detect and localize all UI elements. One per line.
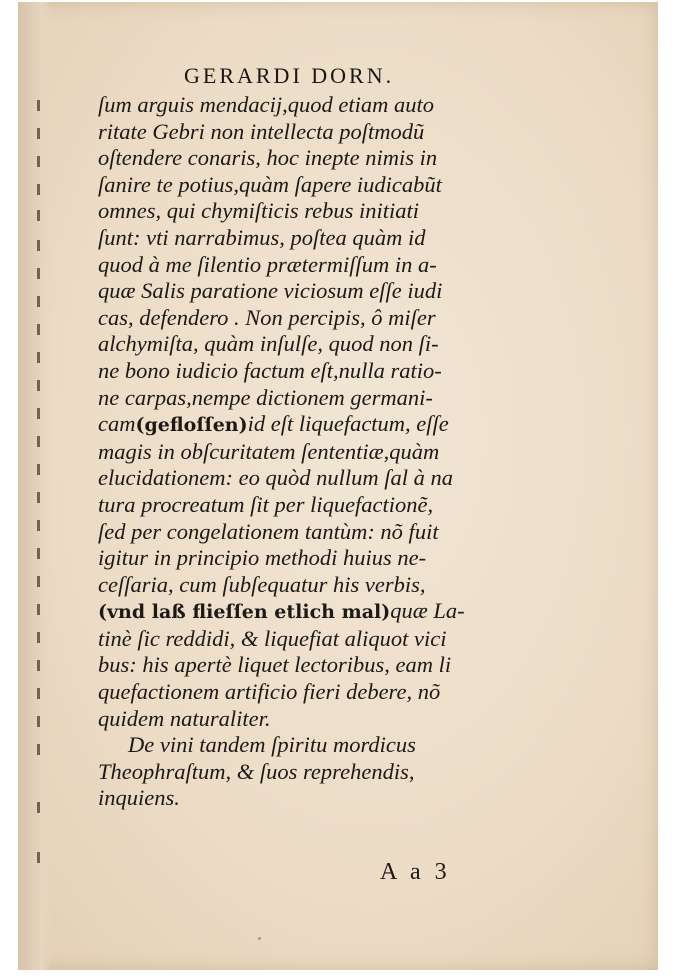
text-line: tinè ſic reddidi, & liquefiat aliquot vici <box>98 625 447 651</box>
gutter-mark <box>37 268 40 279</box>
text-segment: id eſt liquefactum, eſſe <box>247 411 449 437</box>
text-line: ſum arguis mendacij,quod etiam auto <box>98 92 435 117</box>
gutter-mark <box>37 576 40 587</box>
text-line: ſanire te potius,quàm ſapere iudicabũt <box>98 171 442 197</box>
gutter-mark <box>37 660 40 671</box>
gutter-mark <box>37 802 40 813</box>
text-line: elucidationem: eo quòd nullum ſal à na <box>98 465 453 491</box>
german-blackletter-phrase: (gefloſſen) <box>135 414 248 437</box>
gutter-mark <box>37 352 40 363</box>
text-segment: quæ La- <box>390 598 465 624</box>
gutter-mark <box>37 688 40 699</box>
text-line: De vini tandem ſpiritu mordicus <box>128 732 416 758</box>
signature-mark: A a 3 <box>380 859 451 885</box>
gutter-mark <box>37 632 40 643</box>
book-page <box>18 2 658 970</box>
text-line: magis in obſcuritatem ſententiæ,quàm <box>98 438 440 464</box>
gutter-mark <box>37 324 40 335</box>
text-line <box>98 598 528 626</box>
text-line: ceſſaria, cum ſubſequatur his verbis, <box>98 571 426 597</box>
text-line: Theophraſtum, & ſuos reprehendis, <box>98 758 415 784</box>
gutter-mark <box>37 716 40 727</box>
text-line: quod à me ſilentio prætermiſſum in a- <box>98 251 437 277</box>
running-head: GERARDI DORN. <box>184 63 395 88</box>
gutter-mark <box>37 184 40 195</box>
gutter-mark <box>37 156 40 167</box>
text-body <box>98 92 528 812</box>
text-line: inquiens. <box>98 785 180 811</box>
text-line: alchymiſta, quàm inſulſe, quod non ſi- <box>98 331 439 357</box>
gutter-mark <box>37 492 40 503</box>
text-line: igitur in principio methodi huius ne- <box>98 545 427 571</box>
gutter-mark <box>37 852 40 863</box>
paper-speck <box>258 937 261 940</box>
text-line: ſed per congelationem tantùm: nõ fuit <box>98 518 439 544</box>
text-line: quidem naturaliter. <box>98 705 271 731</box>
gutter-mark <box>37 128 40 139</box>
gutter-mark <box>37 408 40 419</box>
text-line: oſtendere conaris, hoc inepte nimis in <box>98 145 438 171</box>
text-line: ritate Gebri non intellecta poſtmodũ <box>98 118 425 144</box>
text-line: ne bono iudicio factum eſt,nulla ratio- <box>98 357 442 383</box>
gutter-mark <box>37 380 40 391</box>
text-line <box>98 411 528 439</box>
text-line: quæ Salis paratione viciosum eſſe iudi <box>98 278 443 304</box>
text-line: ne carpas,nempe dictionem germani- <box>98 384 433 410</box>
text-line: quefactionem artificio fieri debere, nõ <box>98 679 441 705</box>
text-line: ſunt: vti narrabimus, poſtea quàm id <box>98 224 426 250</box>
text-line: bus: his apertè liquet lectoribus, eam li <box>98 652 452 678</box>
gutter-mark <box>37 100 40 111</box>
gutter-mark <box>37 744 40 755</box>
gutter-mark <box>37 464 40 475</box>
gutter-mark <box>37 604 40 615</box>
text-line: tura procreatum ſit per liquefactionẽ, <box>98 491 434 517</box>
german-blackletter-phrase: (vnd laß flieſſen etlich mal) <box>98 601 391 624</box>
binding-gutter <box>18 2 52 970</box>
gutter-mark <box>37 548 40 559</box>
text-line: cas, defendero . Non percipis, ô miſer <box>98 304 436 330</box>
text-segment: cam <box>98 411 136 437</box>
gutter-mark <box>37 296 40 307</box>
gutter-mark <box>37 210 40 221</box>
gutter-mark <box>37 520 40 531</box>
gutter-mark <box>37 436 40 447</box>
gutter-mark <box>37 240 40 251</box>
text-line: omnes, qui chymiſticis rebus initiati <box>98 198 420 224</box>
